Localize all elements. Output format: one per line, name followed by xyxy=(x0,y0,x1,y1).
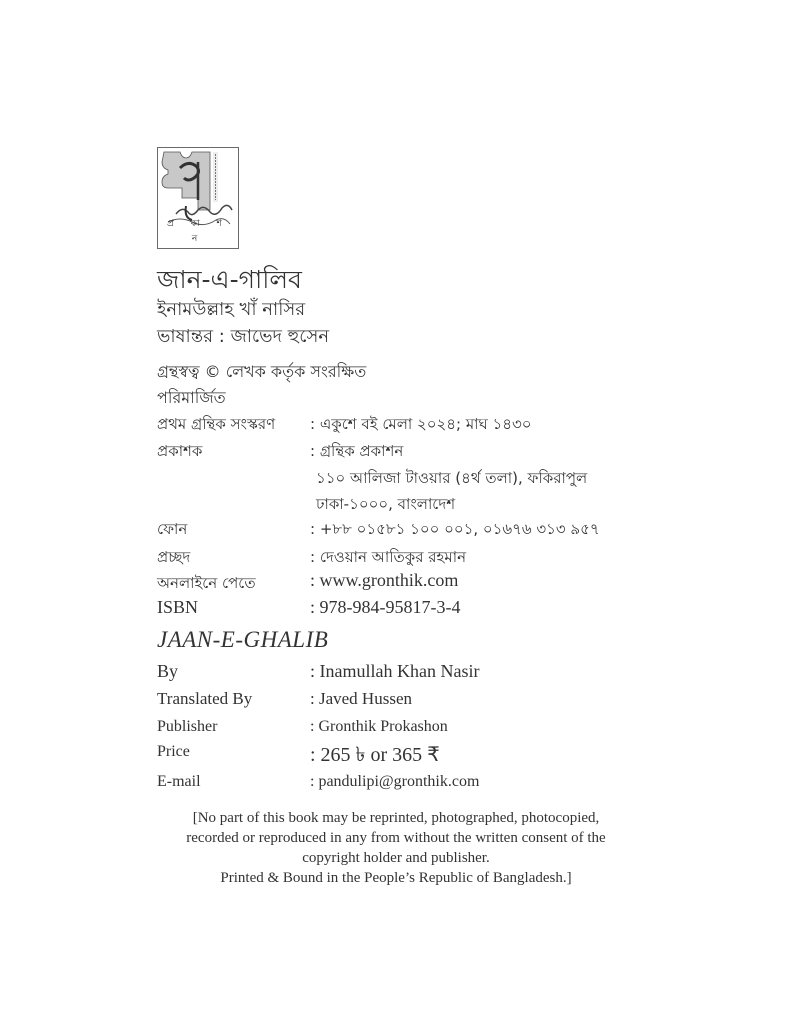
detail-label: Translated By xyxy=(157,689,253,708)
detail-value: : 978-984-95817-3-4 xyxy=(310,597,461,617)
notice-line: Printed & Bound in the People’s Republic of Bangladesh.] xyxy=(220,870,572,886)
detail-label: E-mail xyxy=(157,773,201,790)
detail-label: ISBN xyxy=(157,597,199,617)
detail-row-isbn xyxy=(157,597,637,623)
detail-value: : +৮৮ ০১৫৮১ ১০০ ০০১, ০১৬৭৬ ৩১৩ ৯৫৭ xyxy=(310,520,600,538)
detail-row-phone xyxy=(157,518,637,544)
detail-value-website: : www.gronthik.com xyxy=(310,570,459,590)
detail-value: : একুশে বই মেলা ২০২৪; মাঘ ১৪৩০ xyxy=(310,415,532,433)
detail-value: : Javed Hussen xyxy=(310,689,412,708)
detail-label: Price xyxy=(157,743,190,760)
notice-line: copyright holder and publisher. xyxy=(302,850,490,866)
detail-label: Publisher xyxy=(157,718,218,735)
detail-row-price xyxy=(157,743,637,769)
detail-row-address-line2 xyxy=(157,493,637,519)
detail-value: : গ্রন্থিক প্রকাশন xyxy=(310,442,404,460)
detail-row-cover xyxy=(157,546,637,572)
notice-line: recorded or reproduced in any from without the written consent of the xyxy=(186,830,606,846)
detail-label: প্রকাশক xyxy=(157,442,203,460)
detail-row-publisher xyxy=(157,440,637,466)
copyright-notice xyxy=(150,808,642,888)
translator-bengali: ভাষান্তর : জাভেদ হুসেন xyxy=(157,326,330,347)
detail-row-email xyxy=(157,773,637,799)
publisher-logo xyxy=(157,147,239,249)
detail-value: ঢাকা-১০০০, বাংলাদেশ xyxy=(316,495,456,513)
detail-row-translated-by xyxy=(157,689,637,715)
detail-label: By xyxy=(157,661,179,681)
detail-label: অনলাইনে পেতে xyxy=(157,574,256,592)
detail-label: ফোন xyxy=(157,520,188,538)
detail-value-email: : pandulipi@gronthik.com xyxy=(310,773,480,790)
detail-row-online xyxy=(157,572,637,598)
copyright-statement-bengali: গ্রন্থস্বত্ব © লেখক কর্তৃক সংরক্ষিত xyxy=(157,362,367,381)
book-title-english: JAAN-E-GHALIB xyxy=(157,627,329,652)
author-bengali: ইনামউল্লাহ খাঁ নাসির xyxy=(157,299,306,320)
revised-note-bengali: পরিমার্জিত xyxy=(157,388,226,407)
detail-value-price: : 265 ৳ or 365 ₹ xyxy=(310,744,440,766)
book-title-bengali: জান-এ-গালিব xyxy=(157,265,302,294)
detail-value: : Inamullah Khan Nasir xyxy=(310,661,480,681)
detail-value: : Gronthik Prokashon xyxy=(310,718,448,735)
detail-value: ১১০ আলিজা টাওয়ার (৪র্থ তলা), ফকিরাপুল xyxy=(316,469,588,487)
detail-label: প্রথম গ্রন্থিক সংস্করণ xyxy=(157,415,276,433)
notice-line: [No part of this book may be reprinted, photographed, photocopied, xyxy=(192,810,600,826)
detail-row-first-edition xyxy=(157,413,637,439)
detail-row-by xyxy=(157,661,637,687)
logo-caption: প্র কা শ ন xyxy=(167,219,229,244)
detail-row-address-line1 xyxy=(157,467,637,493)
detail-value: : দেওয়ান আতিকুর রহমান xyxy=(310,548,467,566)
detail-label: প্রচ্ছদ xyxy=(157,548,191,566)
